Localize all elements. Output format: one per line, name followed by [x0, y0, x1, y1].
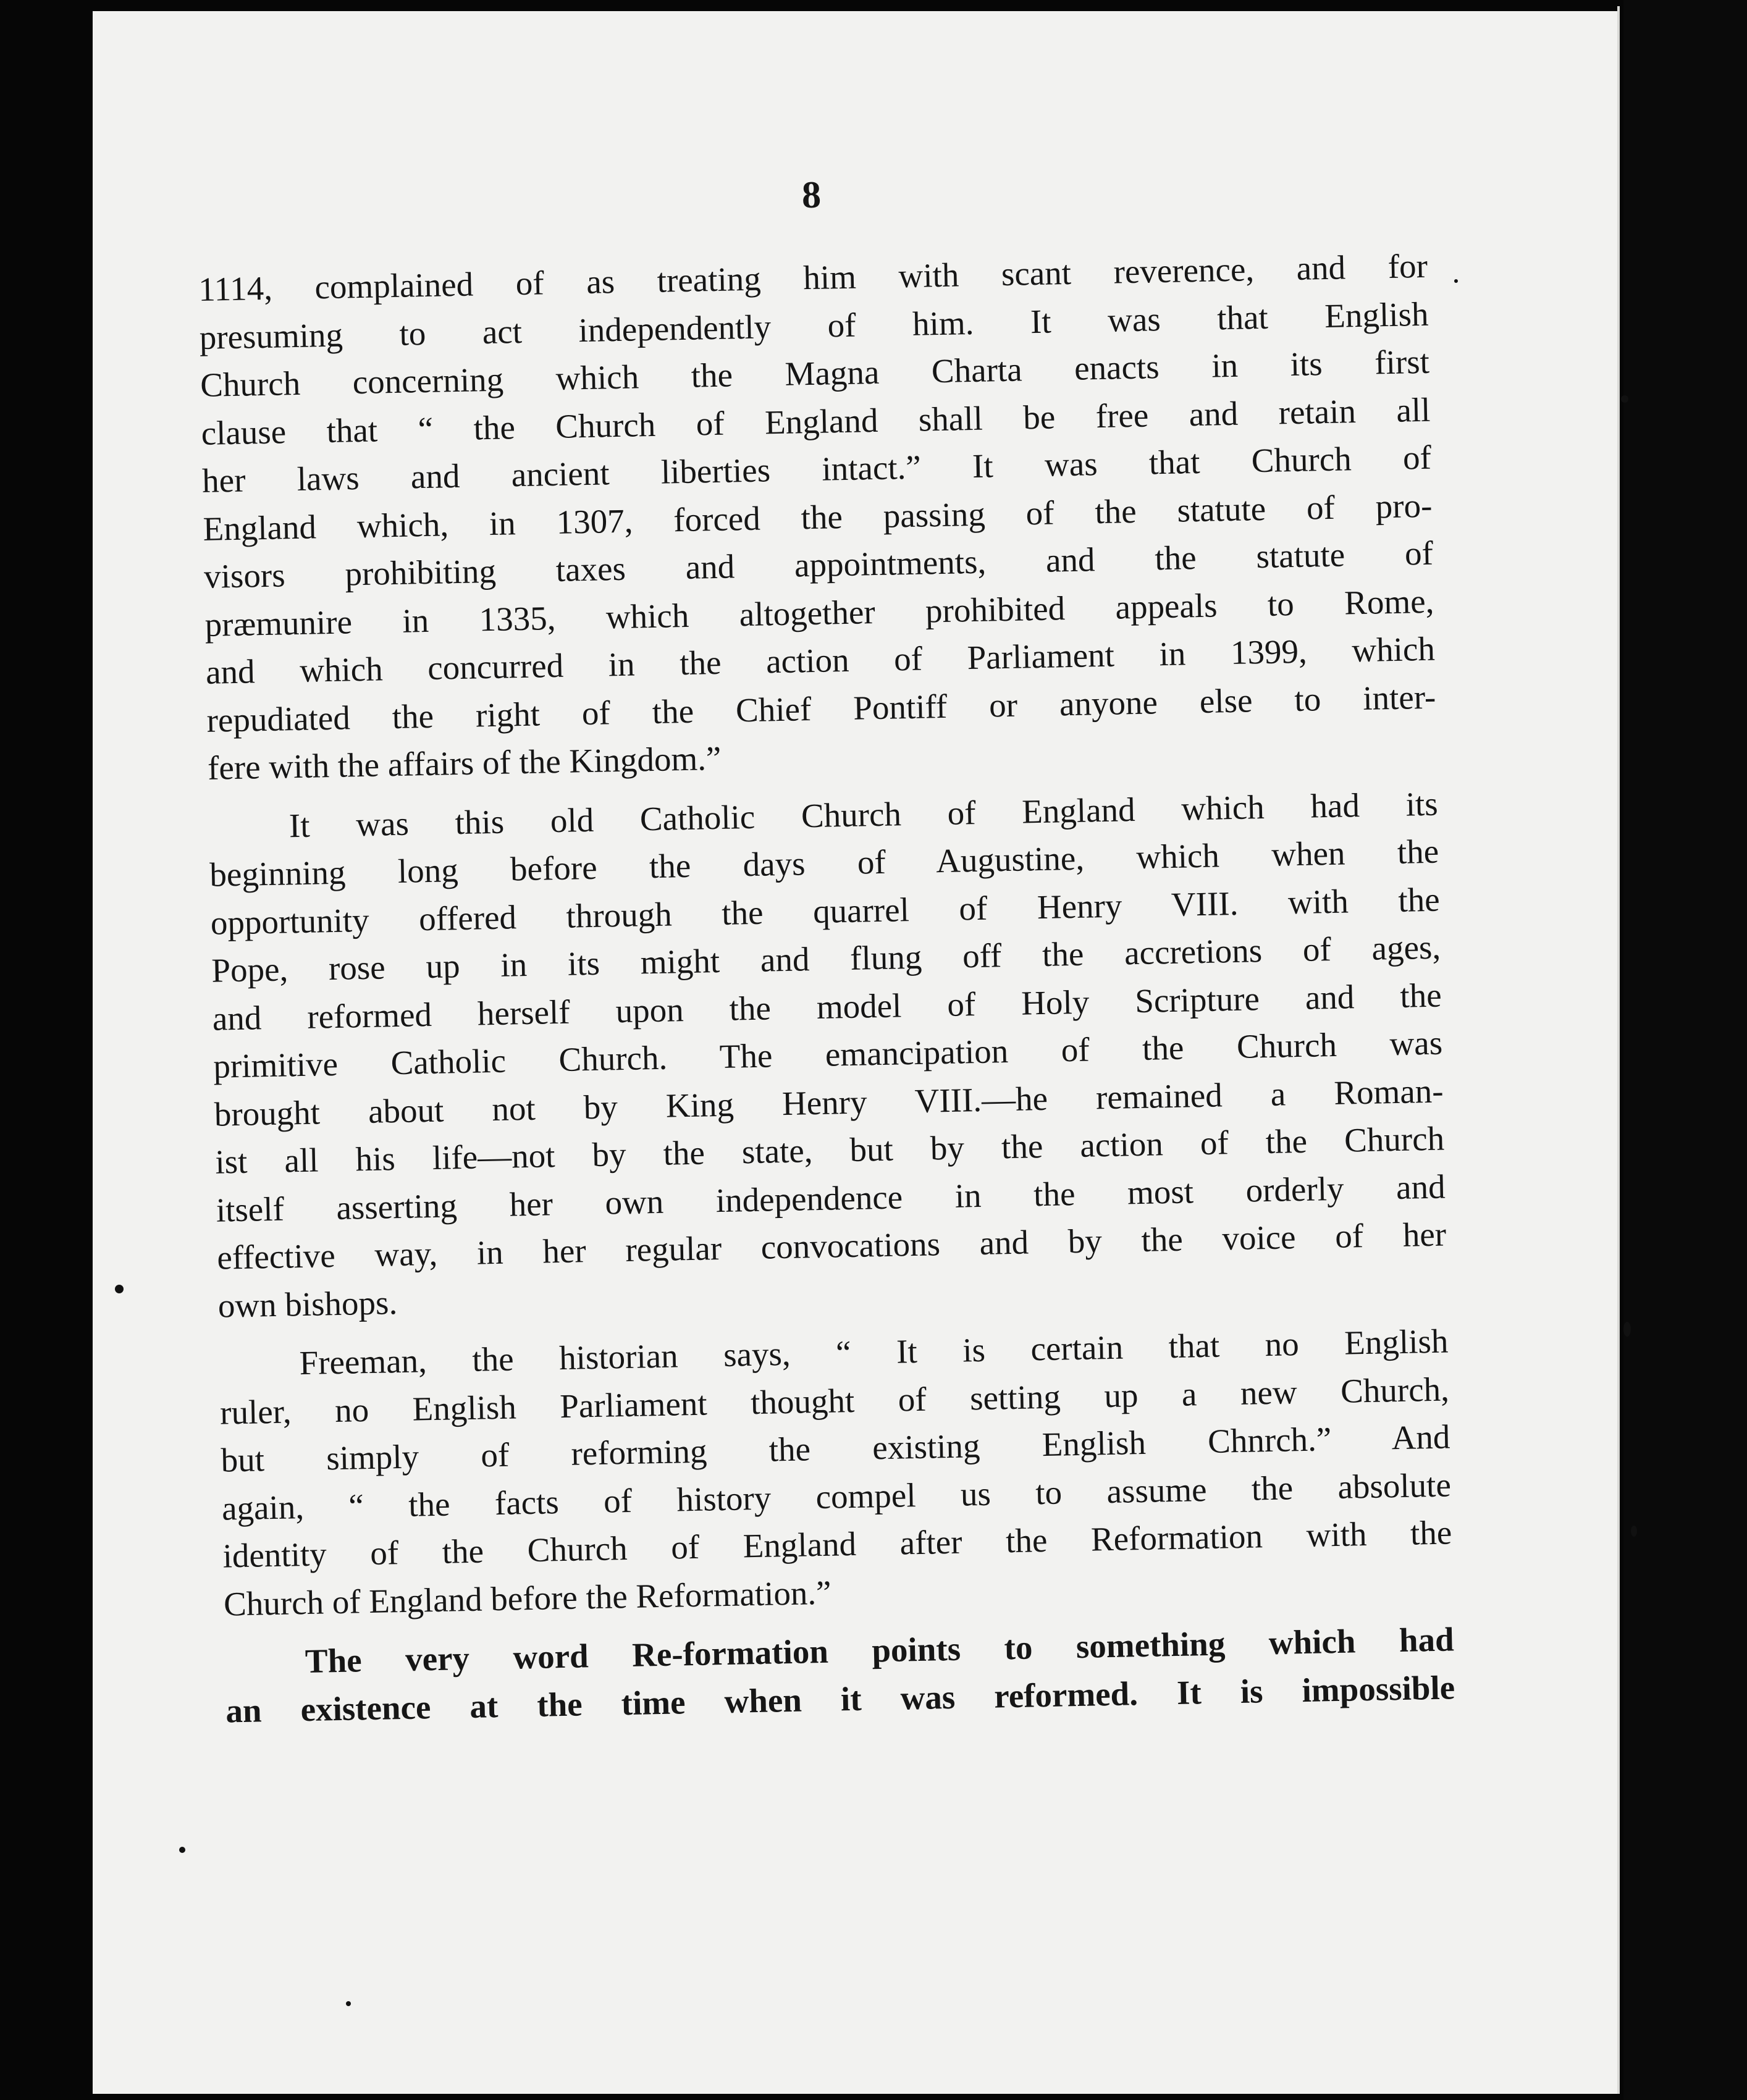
text-line: Freeman, the historian says, “ It is certain that no English: [299, 1322, 1449, 1382]
paragraph-3: [219, 1317, 1454, 1628]
text-line: but simply of reforming the existing English Chnrch.” And: [221, 1418, 1450, 1479]
paragraph-1: [198, 242, 1437, 792]
text-line: The very word Re-formation points to something which had: [305, 1620, 1455, 1681]
text-line: and reformed herself upon the model of Holy Scripture and the: [212, 976, 1442, 1038]
dust-speck: [1454, 279, 1458, 283]
text-line: It was this old Catholic Church of England which had its: [288, 784, 1439, 844]
text-line: fere with the affairs of the Kingdom.”: [207, 739, 722, 787]
page-number: 8: [801, 174, 822, 217]
text-line: brought about not by King Henry VIII.—he remained a Roman-: [214, 1072, 1444, 1133]
text-line: Church concerning which the Magna Charta enacts in its first: [200, 342, 1430, 404]
page-edge: [1617, 6, 1620, 2094]
text-block: [196, 162, 1456, 1766]
text-line: identity of the Church of England after the Reformation with the: [222, 1513, 1452, 1575]
text-line: opportunity offered through the quarrel of Henry VIII. with the: [210, 880, 1441, 942]
adjacent-page-shadow: [1623, 0, 1747, 2100]
text-line: an existence at the time when it was reformed. It is impossible: [225, 1668, 1455, 1730]
text-line: again, “ the facts of history compel us to assume the absolute: [221, 1465, 1452, 1527]
dust-speck: [1631, 1526, 1637, 1537]
dust-speck: [1621, 395, 1628, 403]
text-line: repudiated the right of the Chief Pontiff or anyone else to inter-: [206, 678, 1436, 739]
dust-speck: [346, 2001, 351, 2006]
text-line: Pope, rose up in its might and flung off the accretions of ages,: [211, 928, 1441, 989]
text-line: visors prohibiting taxes and appointments, and the statute of: [203, 534, 1434, 595]
text-line: itself asserting her own independence in the most orderly and: [216, 1167, 1446, 1229]
text-line: own bishops.: [217, 1283, 398, 1325]
paragraph-4: [224, 1615, 1455, 1734]
text-line: presuming to act independently of him. It was that English: [199, 295, 1429, 356]
text-line: Church of England before the Reformation.”: [223, 1573, 832, 1623]
dust-speck: [179, 1847, 185, 1853]
text-line: primitive Catholic Church. The emancipation of the Church was: [213, 1023, 1443, 1085]
text-line: ist all his life—not by the state, but by the action of the Church: [214, 1119, 1445, 1181]
text-line: præmunire in 1335, which altogether prohibited appeals to Rome,: [204, 582, 1434, 644]
text-line: her laws and ancient liberties intact.” It was that Church of: [201, 438, 1432, 500]
text-line: ruler, no English Parliament thought of setting up a new Church,: [219, 1369, 1450, 1432]
text-line: clause that “ the Church of England shall be free and retain all: [201, 390, 1431, 452]
dust-speck: [115, 1285, 124, 1293]
text-line: and which concurred in the action of Parliament in 1399, which: [205, 629, 1436, 691]
text-line: England which, in 1307, forced the passing of the statute of pro-: [203, 486, 1433, 548]
text-line: beginning long before the days of Augustine, which when the: [209, 832, 1439, 894]
dust-speck: [1623, 1322, 1631, 1337]
paragraph-2: [208, 779, 1447, 1330]
text-line: effective way, in her regular convocations and by the voice of her: [216, 1215, 1447, 1277]
text-line: 1114, complained of as treating him with scant reverence, and for: [198, 246, 1428, 308]
